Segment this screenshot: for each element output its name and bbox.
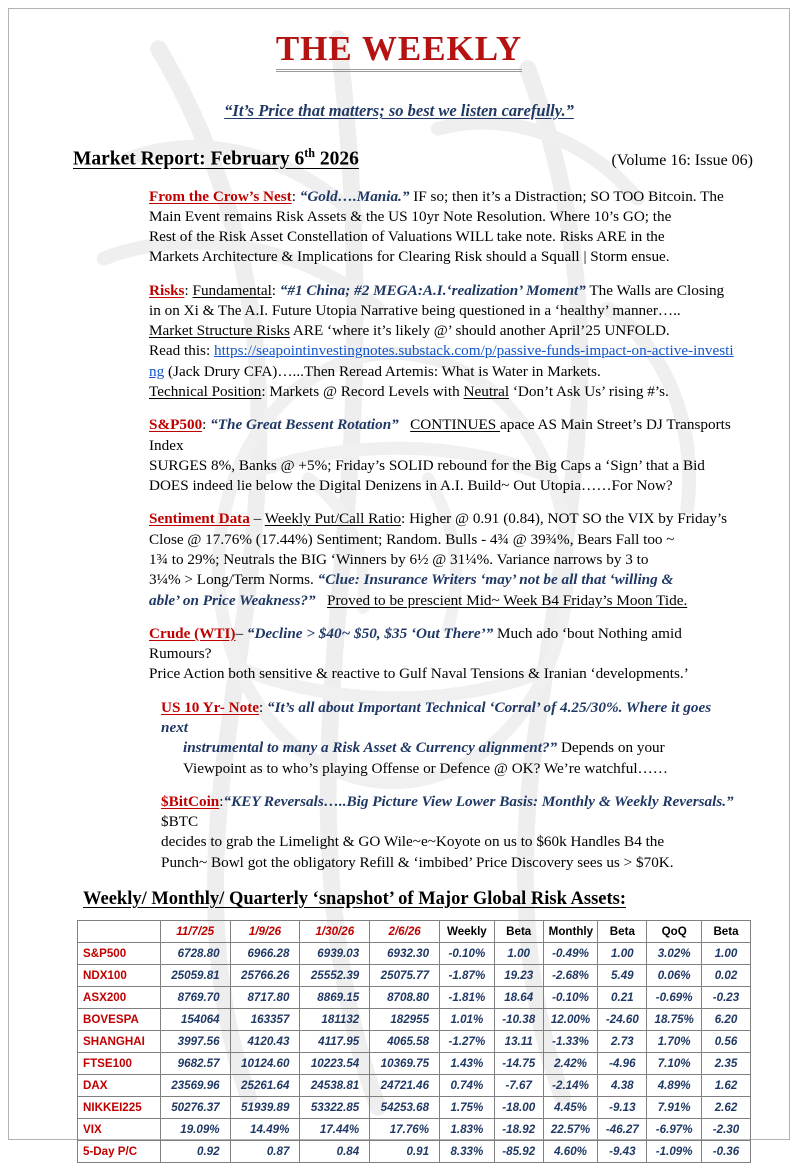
table-cell-value: 7.10% [647, 1052, 702, 1074]
section-crude-wti [77, 624, 739, 685]
table-cell-value: 0.92 [160, 1140, 230, 1162]
sp500-heading: S&P500 [149, 416, 203, 434]
table-cell-value: 3997.56 [160, 1030, 230, 1052]
sentiment-line-1 [149, 509, 739, 529]
table-row-label: FTSE100 [78, 1052, 161, 1074]
table-cell-value: 163357 [230, 1008, 300, 1030]
us10yr-quote: “It’s all about Important Technical ‘Corral’ of 4.25/30%. Where it goes next [161, 698, 712, 736]
table-cell-value: 25261.64 [230, 1074, 300, 1096]
table-cell-value: -18.00 [494, 1096, 543, 1118]
sp500-line-3: DOES indeed lie below the Digital Denizens in A.I. Build~ Out Utopia……For Now? [149, 477, 673, 495]
table-row [78, 1008, 751, 1030]
sentiment-line-2: Close @ 17.76% (17.44%) Sentiment; Random. Bulls - 4¾ @ 39¾%, Bears Fall too ~ [149, 530, 675, 548]
table-cell-value: -7.67 [494, 1074, 543, 1096]
table-cell-value: 0.74% [440, 1074, 495, 1096]
table-cell-value: -9.13 [598, 1096, 647, 1118]
table-header-weekly-5: Weekly [440, 920, 495, 942]
sentiment-line-3: 1¾ to 29%; Neutrals the BIG ‘Winners by 6½ @ 31¼%. Variance narrows by 3 to [149, 551, 649, 568]
table-cell-value: -1.27% [440, 1030, 495, 1052]
risks-line5-rest: : Markets @ Record Levels with [261, 383, 464, 401]
risks-neutral-emphasis: Neutral [463, 383, 510, 401]
us10yr-line-2 [161, 738, 739, 758]
table-row-label: SHANGHAI [78, 1030, 161, 1052]
table-row [78, 942, 751, 964]
table-cell-value: 9682.57 [160, 1052, 230, 1074]
table-cell-value: 24538.81 [300, 1074, 370, 1096]
table-cell-value: -1.87% [440, 964, 495, 986]
risks-subheading-technical-position: Technical Position [149, 383, 262, 401]
table-row-label: ASX200 [78, 986, 161, 1008]
table-cell-value: 50276.37 [160, 1096, 230, 1118]
risks-line-5 [149, 382, 739, 402]
us10yr-line-3: Viewpoint as to who’s playing Offense or Defence @ OK? We’re watchful…… [183, 759, 668, 777]
table-cell-value: 19.23 [494, 964, 543, 986]
table-cell-value: 154064 [160, 1008, 230, 1030]
crude-line1-rest: Much ado ‘bout Nothing amid Rumours? [149, 624, 682, 663]
table-cell-value: -2.68% [543, 964, 598, 986]
article-sections [9, 187, 789, 873]
snapshot-table-heading-text: Weekly/ Monthly/ Quarterly ‘snapshot’ of Major Global Risk Assets: [83, 888, 627, 909]
table-row [78, 1140, 751, 1162]
table-row [78, 964, 751, 986]
sentiment-line-4 [149, 570, 739, 590]
table-cell-value: -2.30 [702, 1118, 751, 1140]
table-cell-value: 0.91 [370, 1140, 440, 1162]
sentiment-heading: Sentiment Data [149, 510, 250, 528]
table-cell-value: 3.02% [647, 942, 702, 964]
table-cell-value: 1.83% [440, 1118, 495, 1140]
table-cell-value: 17.44% [300, 1118, 370, 1140]
table-cell-value: 4117.95 [300, 1030, 370, 1052]
section-crows-nest [77, 187, 739, 268]
sentiment-line-5 [149, 591, 739, 611]
risks-subheading-market-structure: Market Structure Risks [149, 322, 290, 340]
table-header-date-1: 11/7/25 [160, 920, 230, 942]
table-cell-value: -1.09% [647, 1140, 702, 1162]
substack-article-link[interactable]: https://seapointinvestingnotes.substack.com/p/passive-funds-impact-on-active-investing [149, 342, 734, 380]
table-cell-value: -10.38 [494, 1008, 543, 1030]
sentiment-line1-rest: : Higher @ 0.91 (0.84), NOT SO the VIX by Friday’s [401, 510, 728, 528]
table-cell-value: 18.75% [647, 1008, 702, 1030]
table-cell-value: -1.81% [440, 986, 495, 1008]
crows-nest-quote: “Gold….Mania.” [299, 187, 410, 205]
table-cell-value: -6.97% [647, 1118, 702, 1140]
us10yr-colon: : [259, 698, 268, 716]
table-row-label: DAX [78, 1074, 161, 1096]
crows-nest-colon: : [291, 187, 300, 205]
table-cell-value: 2.42% [543, 1052, 598, 1074]
bitcoin-colon: : [219, 792, 224, 810]
table-cell-value: -85.92 [494, 1140, 543, 1162]
crude-line-2: Price Action both sensitive & reactive to Gulf Naval Tensions & Iranian ‘developments.’ [149, 665, 689, 683]
table-cell-value: 181132 [300, 1008, 370, 1030]
table-cell-value: 25552.39 [300, 964, 370, 986]
table-cell-value: 1.43% [440, 1052, 495, 1074]
masthead-title: THE WEEKLY [276, 31, 522, 72]
table-cell-value: 1.00 [494, 942, 543, 964]
table-cell-value: 2.35 [702, 1052, 751, 1074]
crude-dash: – [235, 624, 247, 642]
table-cell-value: 10124.60 [230, 1052, 300, 1074]
table-row [78, 986, 751, 1008]
crude-line-1 [149, 624, 739, 665]
table-cell-value: 10223.54 [300, 1052, 370, 1074]
report-title-ordinal: th [304, 146, 315, 160]
table-header-beta-6: Beta [494, 920, 543, 942]
table-row-label: S&P500 [78, 942, 161, 964]
crows-nest-line1-rest: IF so; then it’s a Distraction; SO TOO Bitcoin. The [409, 187, 724, 205]
risks-line-2: in on Xi & The A.I. Future Utopia Narrative being questioned in a ‘healthy’ manner….. [149, 301, 681, 319]
us10yr-line-1 [161, 698, 739, 739]
table-row [78, 1052, 751, 1074]
table-cell-value: 8717.80 [230, 986, 300, 1008]
report-title-year: 2026 [314, 148, 359, 170]
snapshot-table-heading [9, 889, 789, 910]
risks-line-1 [149, 281, 739, 301]
table-cell-value: 4120.43 [230, 1030, 300, 1052]
table-cell-value: 0.84 [300, 1140, 370, 1162]
table-header-date-3: 1/30/26 [300, 920, 370, 942]
table-cell-value: 4.38 [598, 1074, 647, 1096]
table-cell-value: 18.64 [494, 986, 543, 1008]
section-sp500 [77, 415, 739, 496]
table-row-label: NIKKEI225 [78, 1096, 161, 1118]
table-cell-value: 8869.15 [300, 986, 370, 1008]
table-cell-value: 1.75% [440, 1096, 495, 1118]
crows-nest-line-2: Main Event remains Risk Assets & the US 10yr Note Resolution. Where 10’s GO; the [149, 207, 672, 225]
table-cell-value: 0.21 [598, 986, 647, 1008]
table-cell-value: -0.10% [543, 986, 598, 1008]
table-header-date-4: 2/6/26 [370, 920, 440, 942]
snapshot-table [77, 920, 751, 1163]
sentiment-quote: “Clue: Insurance Writers ‘may’ not be all that ‘willing & [317, 571, 674, 589]
table-cell-value: 14.49% [230, 1118, 300, 1140]
table-row [78, 1118, 751, 1140]
table-cell-value: -24.60 [598, 1008, 647, 1030]
table-row [78, 1074, 751, 1096]
table-cell-value: 5.49 [598, 964, 647, 986]
risks-line5-end: ‘Don’t Ask Us’ rising #’s. [509, 383, 669, 401]
sp500-quote: “The Great Bessent Rotation” [210, 416, 399, 434]
table-row-label: BOVESPA [78, 1008, 161, 1030]
bitcoin-line-3: Punch~ Bowl got the obligatory Refill & ‘imbibed’ Price Discovery sees us > $70K. [161, 853, 674, 871]
sentiment-quote-cont: able’ on Price Weakness?” [149, 591, 316, 609]
table-cell-value: 25059.81 [160, 964, 230, 986]
table-cell-value: 4.45% [543, 1096, 598, 1118]
crude-quote: “Decline > $40~ $50, $35 ‘Out There’” [246, 624, 494, 642]
table-header-date-2: 1/9/26 [230, 920, 300, 942]
table-cell-value: 6932.30 [370, 942, 440, 964]
us10yr-quote-cont: instrumental to many a Risk Asset & Currency alignment?” [183, 739, 558, 757]
table-cell-value: -1.33% [543, 1030, 598, 1052]
risks-sub1-colon: : [271, 281, 280, 299]
table-header-beta-10: Beta [702, 920, 751, 942]
table-cell-value: 182955 [370, 1008, 440, 1030]
bitcoin-line-1 [161, 792, 739, 833]
table-cell-value: 25766.26 [230, 964, 300, 986]
table-cell-value: 23569.96 [160, 1074, 230, 1096]
table-cell-value: 24721.46 [370, 1074, 440, 1096]
sp500-colon: : [202, 416, 211, 434]
crows-nest-line-1 [149, 187, 739, 207]
table-row [78, 1030, 751, 1052]
table-cell-value: 12.00% [543, 1008, 598, 1030]
risks-quote: “#1 China; #2 MEGA:A.I.‘realization’ Moment” [279, 281, 586, 299]
section-sentiment-data [77, 509, 739, 610]
table-header-beta-8: Beta [598, 920, 647, 942]
table-cell-value: 53322.85 [300, 1096, 370, 1118]
sp500-line-2: SURGES 8%, Banks @ +5%; Friday’s SOLID rebound for the Big Caps a ‘Sign’ that a Bid [149, 456, 705, 474]
table-cell-value: 0.06% [647, 964, 702, 986]
table-cell-value: 4.60% [543, 1140, 598, 1162]
table-cell-value: 6.20 [702, 1008, 751, 1030]
report-title-main: Market Report: February 6 [73, 148, 305, 170]
sentiment-line4-start: 3¼% > Long/Term Norms. [149, 571, 318, 589]
table-row-label: NDX100 [78, 964, 161, 986]
sentiment-dash: – [249, 510, 265, 528]
table-cell-value: 25075.77 [370, 964, 440, 986]
table-cell-value: 0.87 [230, 1140, 300, 1162]
table-row [78, 1096, 751, 1118]
table-header-monthly-7: Monthly [543, 920, 598, 942]
crude-heading: Crude (WTI) [149, 624, 236, 642]
crows-nest-line-4: Markets Architecture & Implications for Clearing Risk should a Squall | Storm ensue. [149, 248, 670, 266]
snapshot-table-wrapper [9, 920, 789, 1163]
table-cell-value: -0.10% [440, 942, 495, 964]
table-cell-value: 0.56 [702, 1030, 751, 1052]
risks-line1-rest: The Walls are Closing [585, 281, 725, 299]
table-cell-value: -46.27 [598, 1118, 647, 1140]
bitcoin-quote: “KEY Reversals…..Big Picture View Lower Basis: Monthly & Weekly Reversals.” [223, 792, 734, 810]
risks-colon: : [184, 281, 193, 299]
bitcoin-heading: $BitCoin [161, 792, 220, 810]
table-cell-value: -0.49% [543, 942, 598, 964]
table-cell-value: 8769.70 [160, 986, 230, 1008]
table-cell-value: 1.70% [647, 1030, 702, 1052]
sp500-continues-emphasis: CONTINUES [410, 416, 501, 434]
sentiment-subheading-put-call: Weekly Put/Call Ratio [264, 510, 402, 528]
table-cell-value: -18.92 [494, 1118, 543, 1140]
bitcoin-line-2: decides to grab the Limelight & GO Wile~e~Koyote on us to $60k Handles B4 the [161, 833, 665, 851]
crows-nest-heading: From the Crow’s Nest [149, 187, 292, 205]
table-cell-value: -9.43 [598, 1140, 647, 1162]
table-cell-value: 54253.68 [370, 1096, 440, 1118]
table-cell-value: -0.69% [647, 986, 702, 1008]
table-cell-value: 1.01% [440, 1008, 495, 1030]
table-cell-value: 4065.58 [370, 1030, 440, 1052]
table-cell-value: 6939.03 [300, 942, 370, 964]
report-volume-issue: (Volume 16: Issue 06) [611, 151, 753, 169]
table-header-row [78, 920, 751, 942]
table-header-qoq-9: QoQ [647, 920, 702, 942]
table-cell-value: 22.57% [543, 1118, 598, 1140]
table-cell-value: 6728.80 [160, 942, 230, 964]
table-cell-value: 4.89% [647, 1074, 702, 1096]
sp500-line1-rest: apace AS Main Street’s DJ Transports Index [149, 416, 731, 454]
table-cell-value: 2.62 [702, 1096, 751, 1118]
masthead-tagline: “It’s Price that matters; so best we listen carefully.” [224, 101, 574, 120]
bitcoin-line1-rest: $BTC [161, 813, 199, 831]
risks-line3-rest: ARE ‘where it’s likely @’ should another April’25 UNFOLD. [289, 322, 670, 340]
risks-line-4 [149, 341, 739, 382]
table-cell-value: -4.96 [598, 1052, 647, 1074]
table-cell-value: -0.23 [702, 986, 751, 1008]
table-cell-value: -2.14% [543, 1074, 598, 1096]
section-risks [77, 281, 739, 403]
table-cell-value: 13.11 [494, 1030, 543, 1052]
table-cell-value: 6966.28 [230, 942, 300, 964]
table-cell-value: 10369.75 [370, 1052, 440, 1074]
us10yr-heading: US 10 Yr- Note [161, 698, 259, 716]
page-canvas [8, 8, 790, 1158]
risks-read-this-label: Read this: [149, 342, 214, 360]
us10yr-line2-rest: Depends on your [557, 739, 665, 757]
table-row-label: 5-Day P/C [78, 1140, 161, 1162]
table-header-blank [78, 920, 161, 942]
risks-after-link: (Jack Drury CFA)…...Then Reread Artemis: What is Water in Markets. [164, 362, 601, 380]
table-cell-value: 2.73 [598, 1030, 647, 1052]
report-title [73, 146, 359, 171]
table-cell-value: 1.00 [598, 942, 647, 964]
table-cell-value: 1.62 [702, 1074, 751, 1096]
table-row-label: VIX [78, 1118, 161, 1140]
table-cell-value: 7.91% [647, 1096, 702, 1118]
table-cell-value: 17.76% [370, 1118, 440, 1140]
section-bitcoin [77, 792, 739, 873]
crows-nest-line-3: Rest of the Risk Asset Constellation of Valuations WILL take note. Risks ARE in the [149, 228, 665, 246]
table-cell-value: -14.75 [494, 1052, 543, 1074]
risks-heading: Risks [149, 281, 185, 299]
table-cell-value: 8708.80 [370, 986, 440, 1008]
table-cell-value: 1.00 [702, 942, 751, 964]
risks-subheading-fundamental: Fundamental [192, 281, 272, 299]
risks-line-3 [149, 321, 739, 341]
table-cell-value: 8.33% [440, 1140, 495, 1162]
report-header-row [9, 146, 789, 171]
sp500-line-1 [149, 415, 739, 456]
masthead [9, 31, 789, 121]
sentiment-line5-rest: Proved to be prescient Mid~ Week B4 Friday’s Moon Tide. [327, 591, 688, 609]
table-cell-value: 19.09% [160, 1118, 230, 1140]
table-cell-value: 0.02 [702, 964, 751, 986]
table-body [78, 942, 751, 1162]
table-cell-value: -0.36 [702, 1140, 751, 1162]
table-cell-value: 51939.89 [230, 1096, 300, 1118]
section-us-10yr-note [77, 698, 739, 779]
